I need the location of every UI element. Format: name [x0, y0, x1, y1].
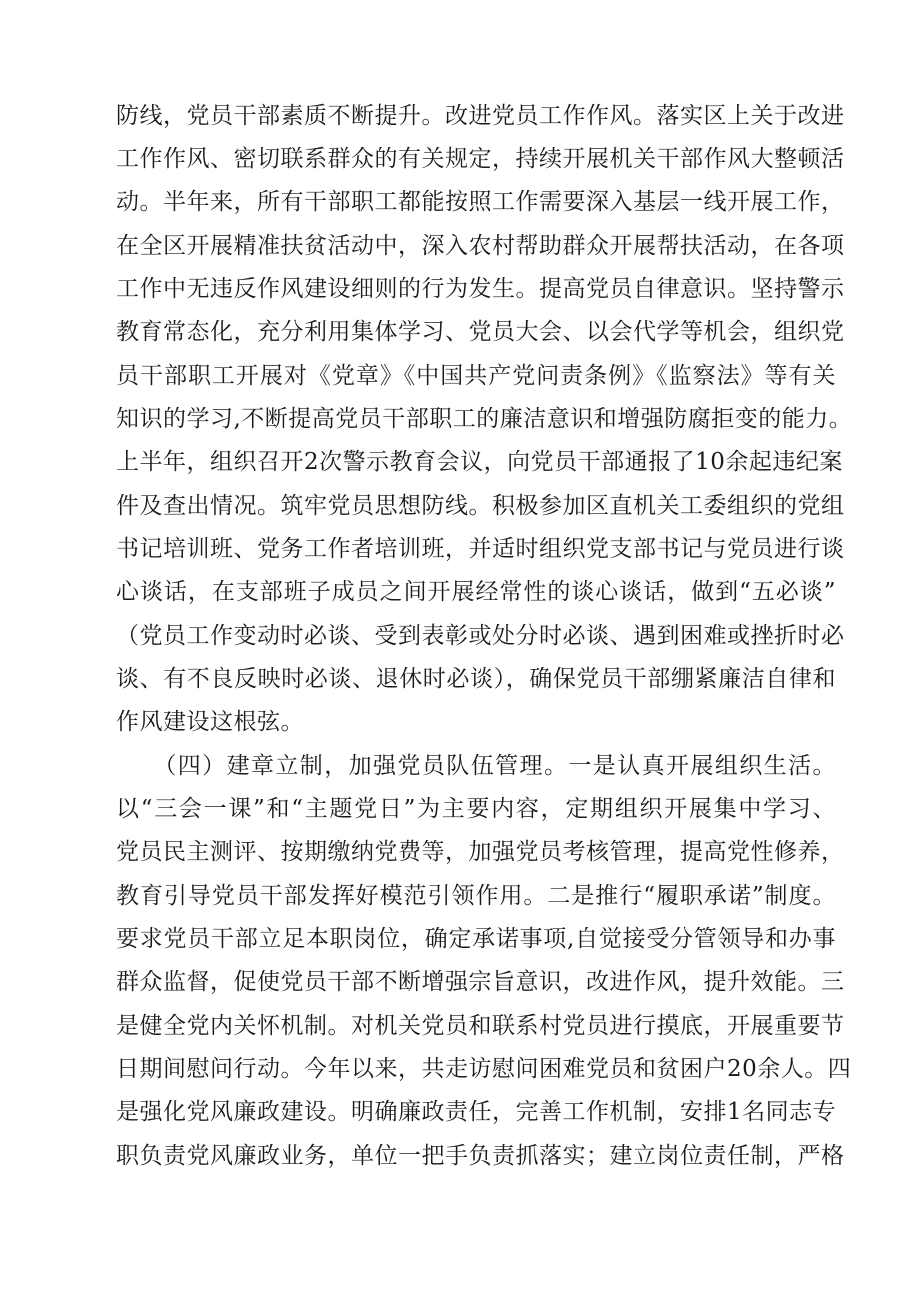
- text-line: 动。半年来，所有干部职工都能按照工作需要深入基层一线开展工作，: [116, 189, 845, 215]
- text-line: 以“三会一课”和“主题党日”为主要内容，定期组织开展集中学习、: [116, 796, 836, 822]
- text-line: 职负责党风廉政业务，单位一把手负责抓落实；建立岗位责任制，严格: [116, 1143, 845, 1169]
- text-line: 谈、有不良反映时必谈、退休时必谈），确保党员干部绷紧廉洁自律和: [116, 666, 836, 692]
- text-line: 是强化党风廉政建设。明确廉政责任，完善工作机制，安排1名同志专: [116, 1099, 837, 1125]
- text-line: 书记培训班、党务工作者培训班，并适时组织党支部书记与党员进行谈: [116, 536, 845, 562]
- text-line: 作风建设这根弦。: [116, 709, 304, 735]
- text-line: 工作作风、密切联系群众的有关规定，持续开展机关干部作风大整顿活: [116, 146, 845, 172]
- text-line: 心谈话，在支部班子成员之间开展经常性的谈心谈话，做到“五必谈”: [116, 579, 836, 605]
- text-line: 防线，党员干部素质不断提升。改进党员工作作风。落实区上关于改进: [116, 103, 845, 129]
- text-line: 党员民主测评、按期缴纳党费等，加强党员考核管理，提高党性修养，: [116, 839, 845, 865]
- text-line: 件及查出情况。筑牢党员思想防线。积极参加区直机关工委组织的党组: [116, 493, 845, 519]
- text-line: 员干部职工开展对《党章》《中国共产党问责条例》《监察法》等有关: [116, 363, 836, 389]
- text-line: 是健全党内关怀机制。对机关党员和联系村党员进行摸底，开展重要节: [116, 1013, 845, 1039]
- text-line: 群众监督，促使党员干部不断增强宗旨意识，改进作风，提升效能。三: [116, 969, 845, 995]
- text-line: 要求党员干部立足本职岗位，确定承诺事项,自觉接受分管领导和办事: [116, 926, 836, 952]
- text-line: 知识的学习,不断提高党员干部职工的廉洁意识和增强防腐拒变的能力。: [116, 406, 853, 432]
- section-heading-line: （四）建章立制，加强党员队伍管理。一是认真开展组织生活。: [116, 753, 836, 779]
- text-line: 上半年，组织召开2次警示教育会议，向党员干部通报了10余起违纪案: [116, 449, 843, 475]
- text-line: 工作中无违反作风建设细则的行为发生。提高党员自律意识。坚持警示: [116, 276, 845, 302]
- text-line: （党员工作变动时必谈、受到表彰或处分时必谈、遇到困难或挫折时必: [116, 623, 845, 649]
- text-line: 在全区开展精准扶贫活动中，深入农村帮助群众开展帮扶活动，在各项: [116, 233, 845, 259]
- text-line: 日期间慰问行动。今年以来，共走访慰问困难党员和贫困户20余人。四: [116, 1056, 852, 1082]
- text-line: 教育常态化，充分利用集体学习、党员大会、以会代学等机会，组织党: [116, 319, 845, 345]
- text-line: 教育引导党员干部发挥好模范引领作用。二是推行“履职承诺”制度。: [116, 883, 836, 909]
